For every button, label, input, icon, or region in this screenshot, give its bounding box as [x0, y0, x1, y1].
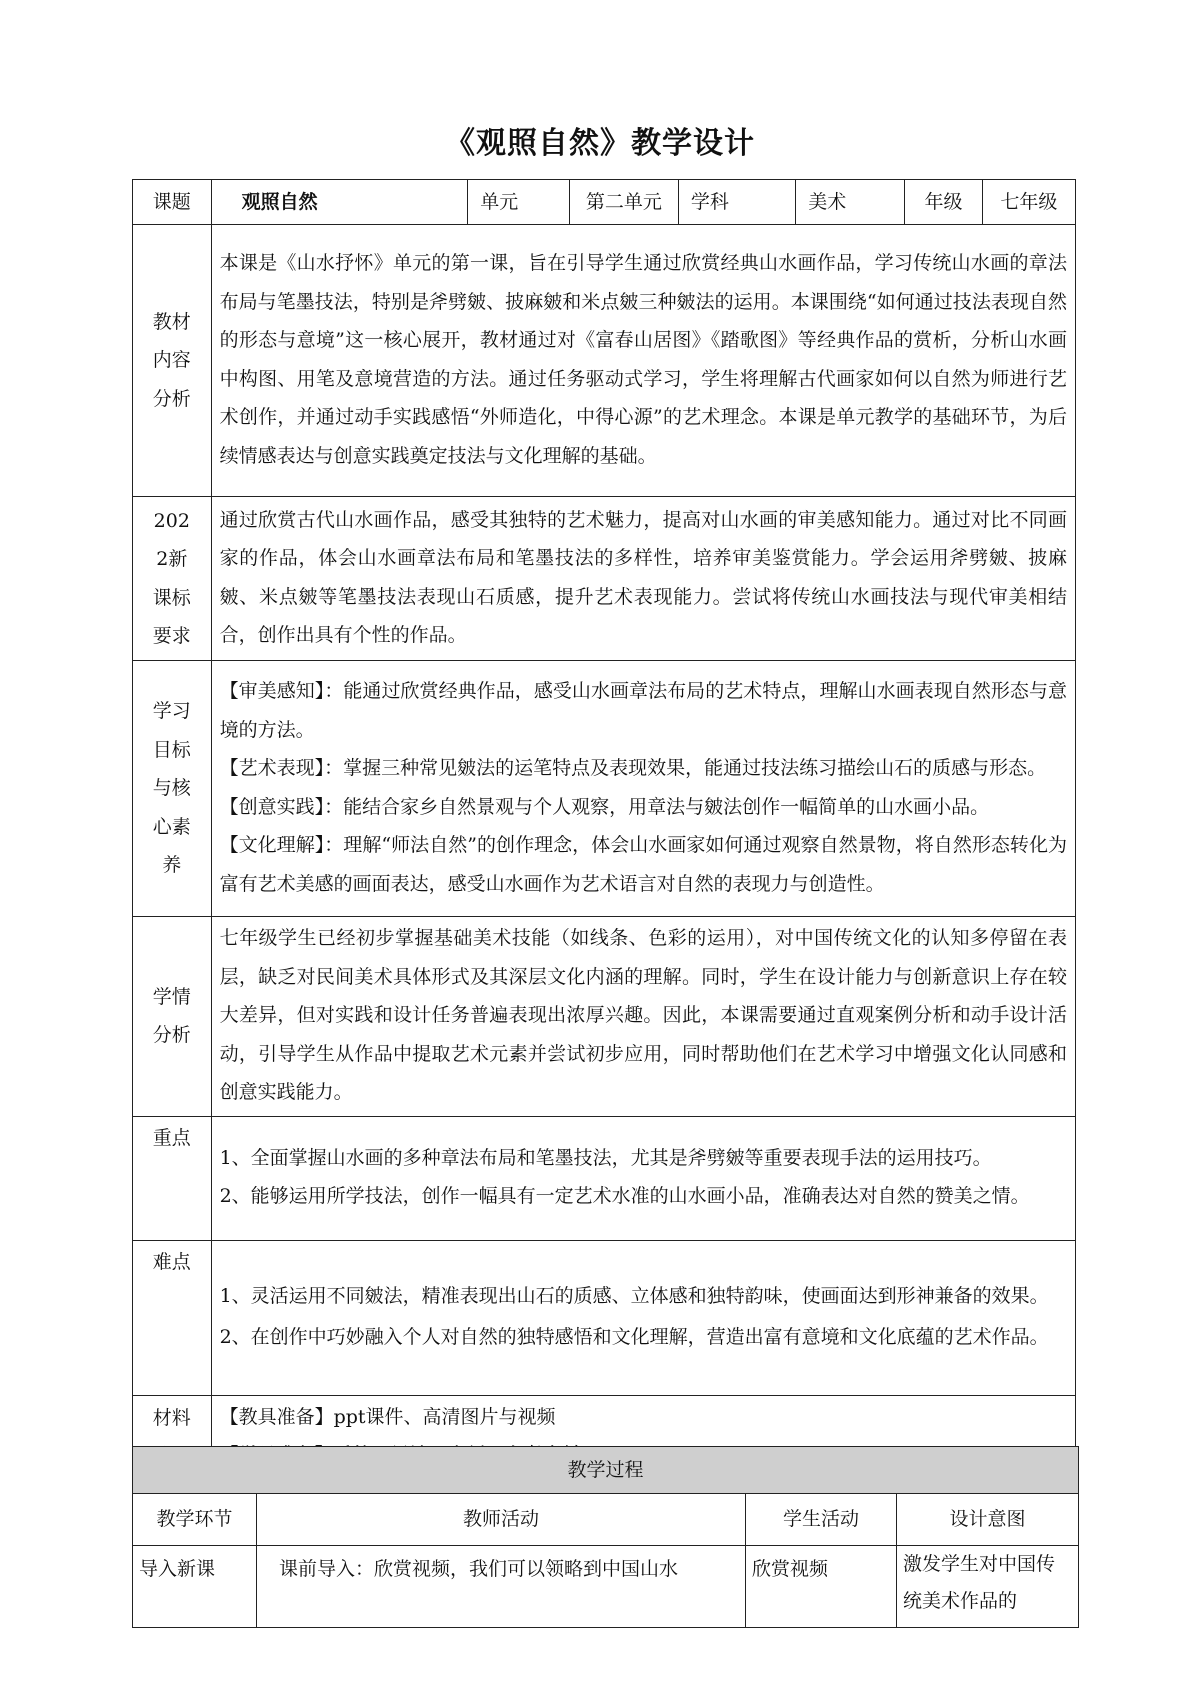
objective-aesthetic: 【审美感知】：能通过欣赏经典作品，感受山水画章法布局的艺术特点，理解山水画表现自然形态与意境的方法。	[219, 680, 1067, 741]
header-teacher: 教师活动	[257, 1494, 746, 1546]
topic-label: 课题	[133, 180, 212, 225]
process-title: 教学过程	[133, 1447, 1079, 1494]
stage-cell: 导入新课	[133, 1546, 257, 1628]
objective-creative: 【创意实践】：能结合家乡自然景观与个人观察，用章法与皴法创作一幅简单的山水画小品。	[219, 795, 990, 818]
subject-value: 美术	[796, 180, 905, 225]
unit-label: 单元	[468, 180, 570, 225]
table-row	[133, 1546, 1079, 1628]
subject-label: 学科	[678, 180, 795, 225]
objective-culture: 【文化理解】：理解“师法自然”的创作理念，体会山水画家如何通过观察自然景物，将自然形态转化为富有艺术美感的画面表达，感受山水画作为艺术语言对自然的表现力与创造性。	[219, 834, 1067, 895]
objectives-list	[211, 661, 1075, 917]
standards-text: 通过欣赏古代山水画作品，感受其独特的艺术魅力，提高对山水画的审美感知能力。通过对比不同画家的作品，体会山水画章法布局和笔墨技法的多样性，培养审美鉴赏能力。学会运用斧劈皴、披麻皴、米点皴等笔墨技法表现山石质感，提升艺术表现能力。尝试将传统山水画技法与现代审美相结合，创作出具有个性的作品。	[211, 497, 1075, 661]
difficulties-row	[133, 1240, 1076, 1395]
learner-analysis-row	[133, 917, 1076, 1117]
topic-value: 观照自然	[211, 180, 468, 225]
page-title: 《观照自然》教学设计	[445, 126, 755, 161]
key-points-row	[133, 1116, 1076, 1240]
key-point-item: 2、能够运用所学技法，创作一幅具有一定艺术水准的山水画小品，准确表达对自然的赞美之情。	[219, 1185, 1030, 1207]
difficulty-item: 2、在创作中巧妙融入个人对自然的独特感悟和文化理解，营造出富有意境和文化底蕴的艺术作品。	[219, 1325, 1049, 1348]
material-analysis-label: 教材内容分析	[133, 225, 212, 497]
learner-analysis-text: 七年级学生已经初步掌握基础美术技能（如线条、色彩的运用），对中国传统文化的认知多停留在表层，缺乏对民间美术具体形式及其深层文化内涵的理解。同时，学生在设计能力与创新意识上存在较大差异，但对实践和设计任务普遍表现出浓厚兴趣。因此，本课需要通过直观案例分析和动手设计活动，引导学生从作品中提取艺术元素并尝试初步应用，同时帮助他们在艺术学习中增强文化认同感和创意实践能力。	[211, 917, 1075, 1117]
header-stage: 教学环节	[133, 1494, 257, 1546]
standards-row	[133, 497, 1076, 661]
process-title-row	[133, 1447, 1079, 1494]
objectives-label: 学习目标与核心素养	[133, 661, 212, 917]
materials-label: 材料	[133, 1395, 212, 1479]
teaching-process-table	[132, 1446, 1079, 1628]
key-points-label: 重点	[133, 1116, 212, 1240]
key-points-list	[211, 1116, 1075, 1240]
grade-value: 七年级	[982, 180, 1075, 225]
difficulties-list	[211, 1240, 1075, 1395]
lesson-info-table	[132, 179, 1076, 1480]
learner-analysis-label: 学情分析	[133, 917, 212, 1117]
teacher-activity-cell: 课前导入：欣赏视频，我们可以领略到中国山水	[257, 1546, 746, 1628]
material-analysis-row	[133, 225, 1076, 497]
process-header-row	[133, 1494, 1079, 1546]
key-point-item: 1、全面掌握山水画的多种章法布局和笔墨技法，尤其是斧劈皴等重要表现手法的运用技巧。	[219, 1146, 992, 1169]
difficulties-label: 难点	[133, 1240, 212, 1395]
header-student: 学生活动	[746, 1494, 897, 1546]
student-activity-cell: 欣赏视频	[746, 1546, 897, 1628]
teacher-materials: 【教具准备】ppt课件、高清图片与视频	[219, 1405, 556, 1428]
objectives-row	[133, 661, 1076, 917]
material-analysis-text: 本课是《山水抒怀》单元的第一课，旨在引导学生通过欣赏经典山水画作品，学习传统山水画的章法布局与笔墨技法，特别是斧劈皴、披麻皴和米点皴三种皴法的运用。本课围绕“如何通过技法表现自然的形态与意境”这一核心展开，教材通过对《富春山居图》《踏歌图》等经典作品的赏析，分析山水画中构图、用笔及意境营造的方法。通过任务驱动式学习，学生将理解古代画家如何以自然为师进行艺术创作，并通过动手实践感悟“外师造化，中得心源”的艺术理念。本课是单元教学的基础环节，为后续情感表达与创意实践奠定技法与文化理解的基础。	[211, 225, 1075, 497]
header-intent: 设计意图	[897, 1494, 1079, 1546]
grade-label: 年级	[905, 180, 983, 225]
difficulty-item: 1、灵活运用不同皴法，精准表现出山石的质感、立体感和独特韵味，使画面达到形神兼备的效果。	[219, 1284, 1049, 1307]
standards-label: 2022新课标要求	[133, 497, 212, 661]
unit-value: 第二单元	[569, 180, 678, 225]
design-intent-cell: 激发学生对中国传统美术作品的	[897, 1546, 1079, 1628]
objective-expression: 【艺术表现】：掌握三种常见皴法的运笔特点及表现效果，能通过技法练习描绘山石的质感与形态。	[219, 757, 1047, 779]
header-row	[133, 180, 1076, 225]
